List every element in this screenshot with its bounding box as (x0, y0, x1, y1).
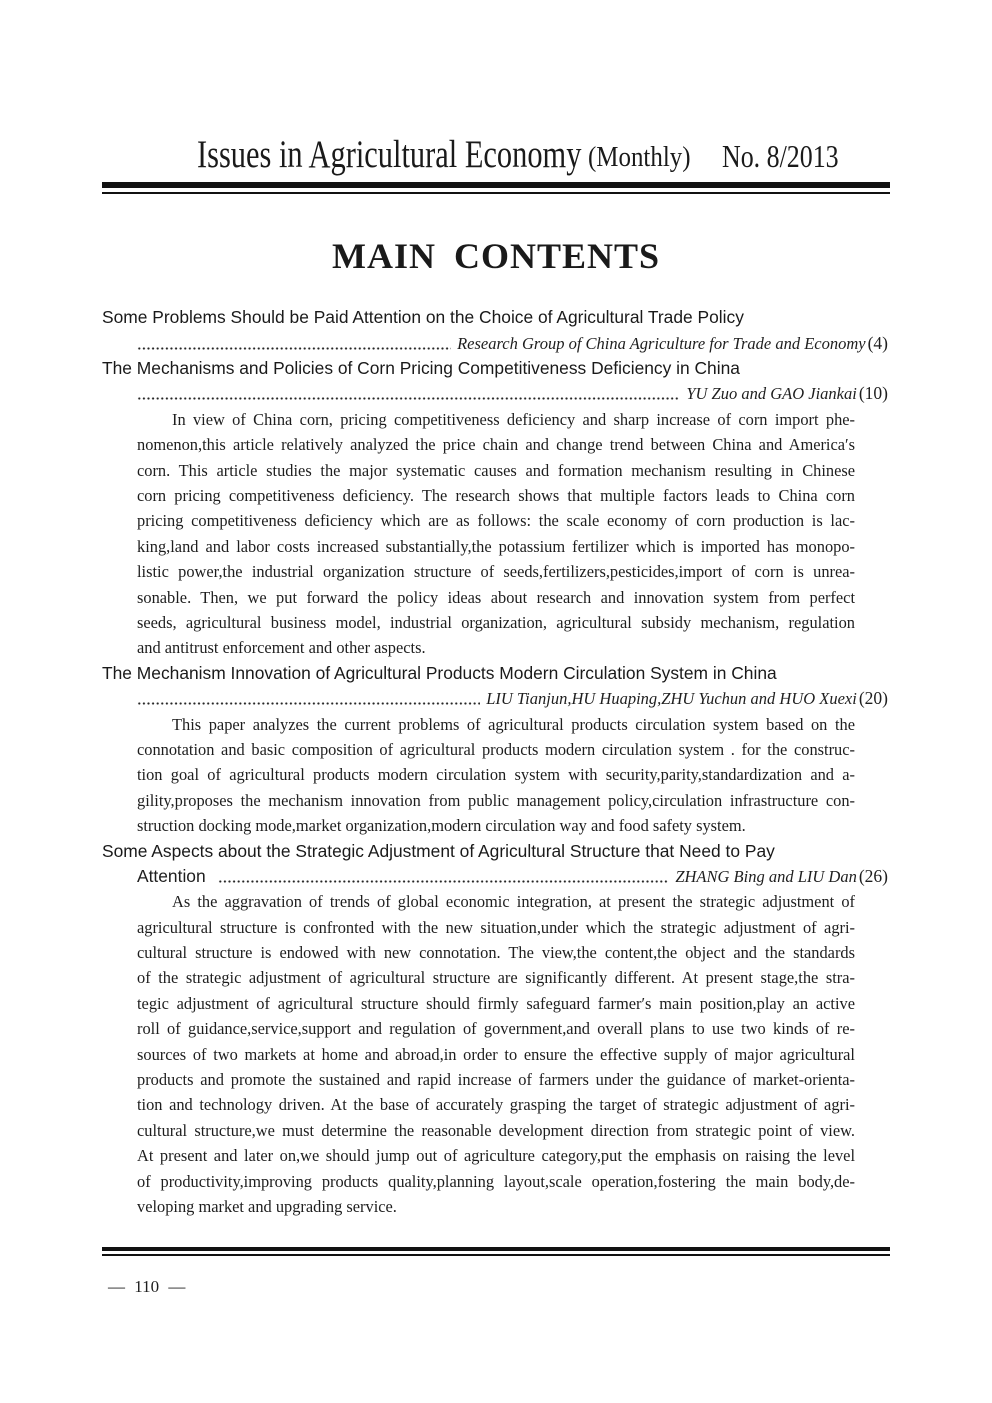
dot-leader (137, 381, 680, 406)
article-byline (137, 331, 888, 356)
abstract-line: veloping market and upgrading service. (137, 1196, 397, 1216)
abstract-line: cultural structure,we must determine the reasonable development direction from strategic point of view. (137, 1120, 855, 1140)
dot-leader (218, 864, 670, 889)
article-title: The Mechanisms and Policies of Corn Pricing Competitiveness Deficiency in China (102, 358, 740, 379)
abstract-line: products and promote the sustained and rapid increase of farmers under the guidance of market-orienta- (137, 1070, 855, 1090)
dot-leader (137, 331, 451, 356)
abstract-line: listic power,the industrial organization structure of seeds,fertilizers,pesticides,import of corn is unrea- (137, 562, 855, 582)
issue-number: No. 8/2013 (722, 138, 839, 175)
footer-rule-thin (102, 1254, 890, 1256)
article-abstract (137, 889, 855, 1219)
abstract-line: and antitrust enforcement and other aspects. (137, 638, 426, 658)
abstract-line: struction docking mode,market organization,modern circulation way and food safety system. (137, 816, 746, 836)
abstract-line: In view of China corn, pricing competitiveness deficiency and sharp increase of corn import phe- (172, 409, 855, 429)
article-abstract (137, 712, 855, 839)
abstract-line: of the strategic adjustment of agricultural structure are significantly different. At present stage,the stra- (137, 968, 855, 988)
article-byline (137, 864, 888, 889)
abstract-line: connotation and basic composition of agricultural products modern circulation system . for the construc- (137, 739, 855, 759)
article-authors: ZHANG Bing and LIU Dan (675, 866, 857, 886)
dot-leader (137, 686, 480, 711)
abstract-line: sonable. Then, we put forward the policy ideas about research and innovation system from perfect (137, 587, 855, 607)
abstract-line: corn. This article studies the major systematic causes and formation mechanism resulting in Chinese (137, 460, 855, 480)
article-byline (137, 381, 888, 406)
abstract-line: of productivity,improving products quality,planning layout,scale operation,fostering the main body,de- (137, 1171, 855, 1191)
article-page-ref: (20) (858, 688, 888, 709)
abstract-line: gility,proposes the mechanism innovation from public management policy,circulation infrastructure con- (137, 790, 855, 810)
article-page-ref: (10) (858, 383, 888, 404)
article-byline (137, 686, 888, 711)
contents-entry (0, 661, 992, 839)
abstract-line: seeds, agricultural business model, industrial organization, agricultural subsidy mechanism, regulation (137, 612, 855, 632)
header-rule-thin (102, 192, 890, 194)
contents-list (0, 305, 992, 1219)
page-number: — 110 — (108, 1277, 186, 1296)
article-page-ref: (26) (858, 865, 888, 886)
abstract-line: pricing competitiveness deficiency which are as follows: the scale economy of corn production is lac- (137, 511, 855, 531)
contents-entry (0, 305, 992, 356)
article-authors: LIU Tianjun,HU Huaping,ZHU Yuchun and HUO Xuexi (486, 689, 857, 709)
abstract-line: This paper analyzes the current problems of agricultural products circulation system based on the (172, 714, 855, 734)
abstract-line: sources of two markets at home and abroad,in order to ensure the effective supply of major agricultural (137, 1044, 855, 1064)
journal-frequency: (Monthly) (588, 140, 691, 173)
abstract-line: nomenon,this article relatively analyzed the price chain and change trend between China and America′s (137, 435, 855, 455)
article-title: The Mechanism Innovation of Agricultural Products Modern Circulation System in China (102, 662, 777, 683)
article-title-continuation: Attention (137, 865, 206, 886)
abstract-line: tegic adjustment of agricultural structure should firmly safeguard farmer′s main position,play an active (137, 993, 855, 1013)
article-title: Some Problems Should be Paid Attention on the Choice of Agricultural Trade Policy (102, 307, 744, 328)
contents-entry (0, 356, 992, 661)
header-rule-thick (102, 182, 890, 188)
abstract-line: tion and technology driven. At the base of accurately grasping the target of strategic adjustment of agri- (137, 1095, 855, 1115)
abstract-line: As the aggravation of trends of global economic integration, at present the strategic adjustment of (172, 892, 855, 912)
abstract-line: cultural structure is endowed with new connotation. The view,the content,the object and the standards (137, 943, 855, 963)
abstract-line: agricultural structure is confronted with the new situation,under which the strategic adjustment of agri- (137, 917, 855, 937)
article-page-ref: (4) (867, 332, 888, 353)
abstract-line: At present and later on,we should jump out of agriculture category,put the emphasis on raising the level (137, 1146, 855, 1166)
abstract-line: corn pricing competitiveness deficiency. The research shows that multiple factors leads to China corn (137, 486, 855, 506)
article-title: Some Aspects about the Strategic Adjustment of Agricultural Structure that Need to Pay (102, 840, 775, 861)
article-abstract (137, 407, 855, 661)
contents-entry (0, 839, 992, 1220)
journal-title: Issues in Agricultural Economy (197, 133, 582, 176)
footer-rule-thick (102, 1247, 890, 1251)
abstract-line: tion goal of agricultural products modern circulation system with security,parity,standardization and a- (137, 765, 855, 785)
article-authors: Research Group of China Agriculture for Trade and Economy (457, 333, 866, 353)
abstract-line: king,land and labor costs increased substantially,the potassium fertilizer which is imported has monopo- (137, 536, 855, 556)
article-authors: YU Zuo and GAO Jiankai (686, 384, 857, 404)
contents-heading: MAIN CONTENTS (331, 236, 661, 276)
abstract-line: roll of guidance,service,support and regulation of government,and overall plans to use two kinds of re- (137, 1019, 855, 1039)
